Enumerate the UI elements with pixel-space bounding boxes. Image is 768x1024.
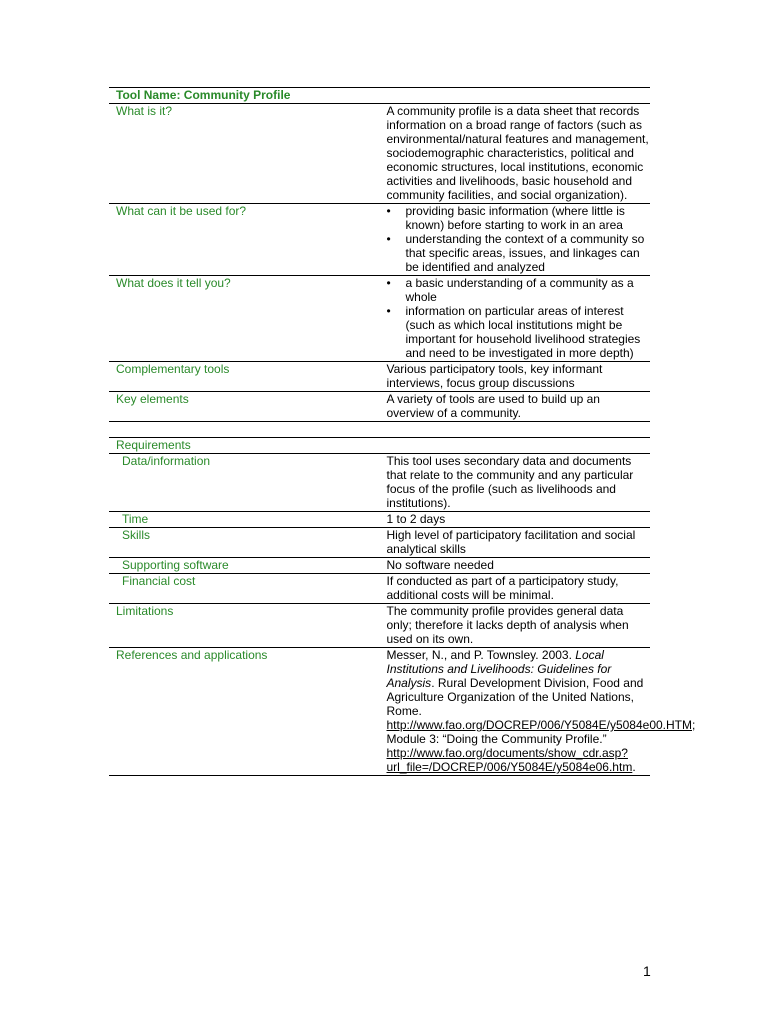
title-row [109,88,650,104]
value-tell-you [380,276,651,362]
row-used-for [109,204,650,276]
tool-title: Tool Name: Community Profile [109,88,650,104]
row-time [109,512,650,528]
label-what-is-it: What is it? [109,104,380,204]
row-requirements [109,438,650,454]
ref-publisher: . Rural Development Division, Food and Agriculture Organization of the United Nations, Rome. [386,676,644,718]
label-software: Supporting software [109,558,380,574]
label-tell-you: What does it tell you? [109,276,380,362]
value-time: 1 to 2 days [380,512,651,528]
label-complementary: Complementary tools [109,362,380,392]
page-number: 1 [643,963,651,979]
row-complementary [109,362,650,392]
label-limitations: Limitations [109,604,380,648]
row-references [109,648,650,776]
row-what-is-it [109,104,650,204]
list-item: • information on particular areas of interest (such as which local institutions might be important for household livelihood strategies and need to be investigated in more depth) [387,304,651,360]
list-item: • providing basic information (where little is known) before starting to work in an area [387,204,651,232]
ref-end: . [632,760,636,774]
row-skills [109,528,650,558]
row-key-elements [109,392,650,422]
value-what-is-it: A community profile is a data sheet that records information on a broad range of factors (such as environmental/natural features and management, sociodemographic characteristics, political and economic structures, local institutions, economic activities and livelihoods, basic household and community facilities, and social organization). [380,104,651,204]
ref-module: ; Module 3: “Doing the Community Profile.” [386,718,696,746]
label-cost: Financial cost [109,574,380,604]
value-used-for [380,204,651,276]
tool-table [109,87,696,776]
value-software: No software needed [380,558,651,574]
row-tell-you [109,276,650,362]
value-key-elements: A variety of tools are used to build up an overview of a community. [380,392,651,422]
label-time: Time [109,512,380,528]
label-key-elements: Key elements [109,392,380,422]
value-cost: If conducted as part of a participatory study, additional costs will be minimal. [380,574,651,604]
list-item: • understanding the context of a community so that specific areas, issues, and linkages can be identified and analyzed [387,232,651,274]
row-software [109,558,650,574]
value-data-info: This tool uses secondary data and documents that relate to the community and any particular focus of the profile (such as livelihoods and institutions). [380,454,651,512]
value-limitations: The community profile provides general data only; therefore it lacks depth of analysis when used on its own. [380,604,651,648]
tell-you-list [387,276,651,360]
label-references: References and applications [109,648,380,776]
label-requirements: Requirements [109,438,380,454]
ref-authors: Messer, N., and P. Townsley. 2003. [386,648,576,662]
label-used-for: What can it be used for? [109,204,380,276]
ref-link-guidelines[interactable]: http://www.fao.org/DOCREP/006/Y5084E/y5084e00.HTM [386,718,692,732]
value-complementary: Various participatory tools, key informant interviews, focus group discussions [380,362,651,392]
row-limitations [109,604,650,648]
label-skills: Skills [109,528,380,558]
used-for-list [387,204,651,274]
blank-row [109,422,650,438]
label-data-info: Data/information [109,454,380,512]
value-skills: High level of participatory facilitation and social analytical skills [380,528,651,558]
ref-book-title: Local Institutions and Livelihoods: Guidelines for Analysis [386,648,612,690]
tool-sheet [109,87,696,776]
value-references [380,648,696,776]
row-cost [109,574,650,604]
ref-link-module-3[interactable]: http://www.fao.org/documents/show_cdr.asp?url_file=/DOCREP/006/Y5084E/y5084e06.htm [386,746,633,774]
row-data-info [109,454,650,512]
list-item: • a basic understanding of a community as a whole [387,276,651,304]
